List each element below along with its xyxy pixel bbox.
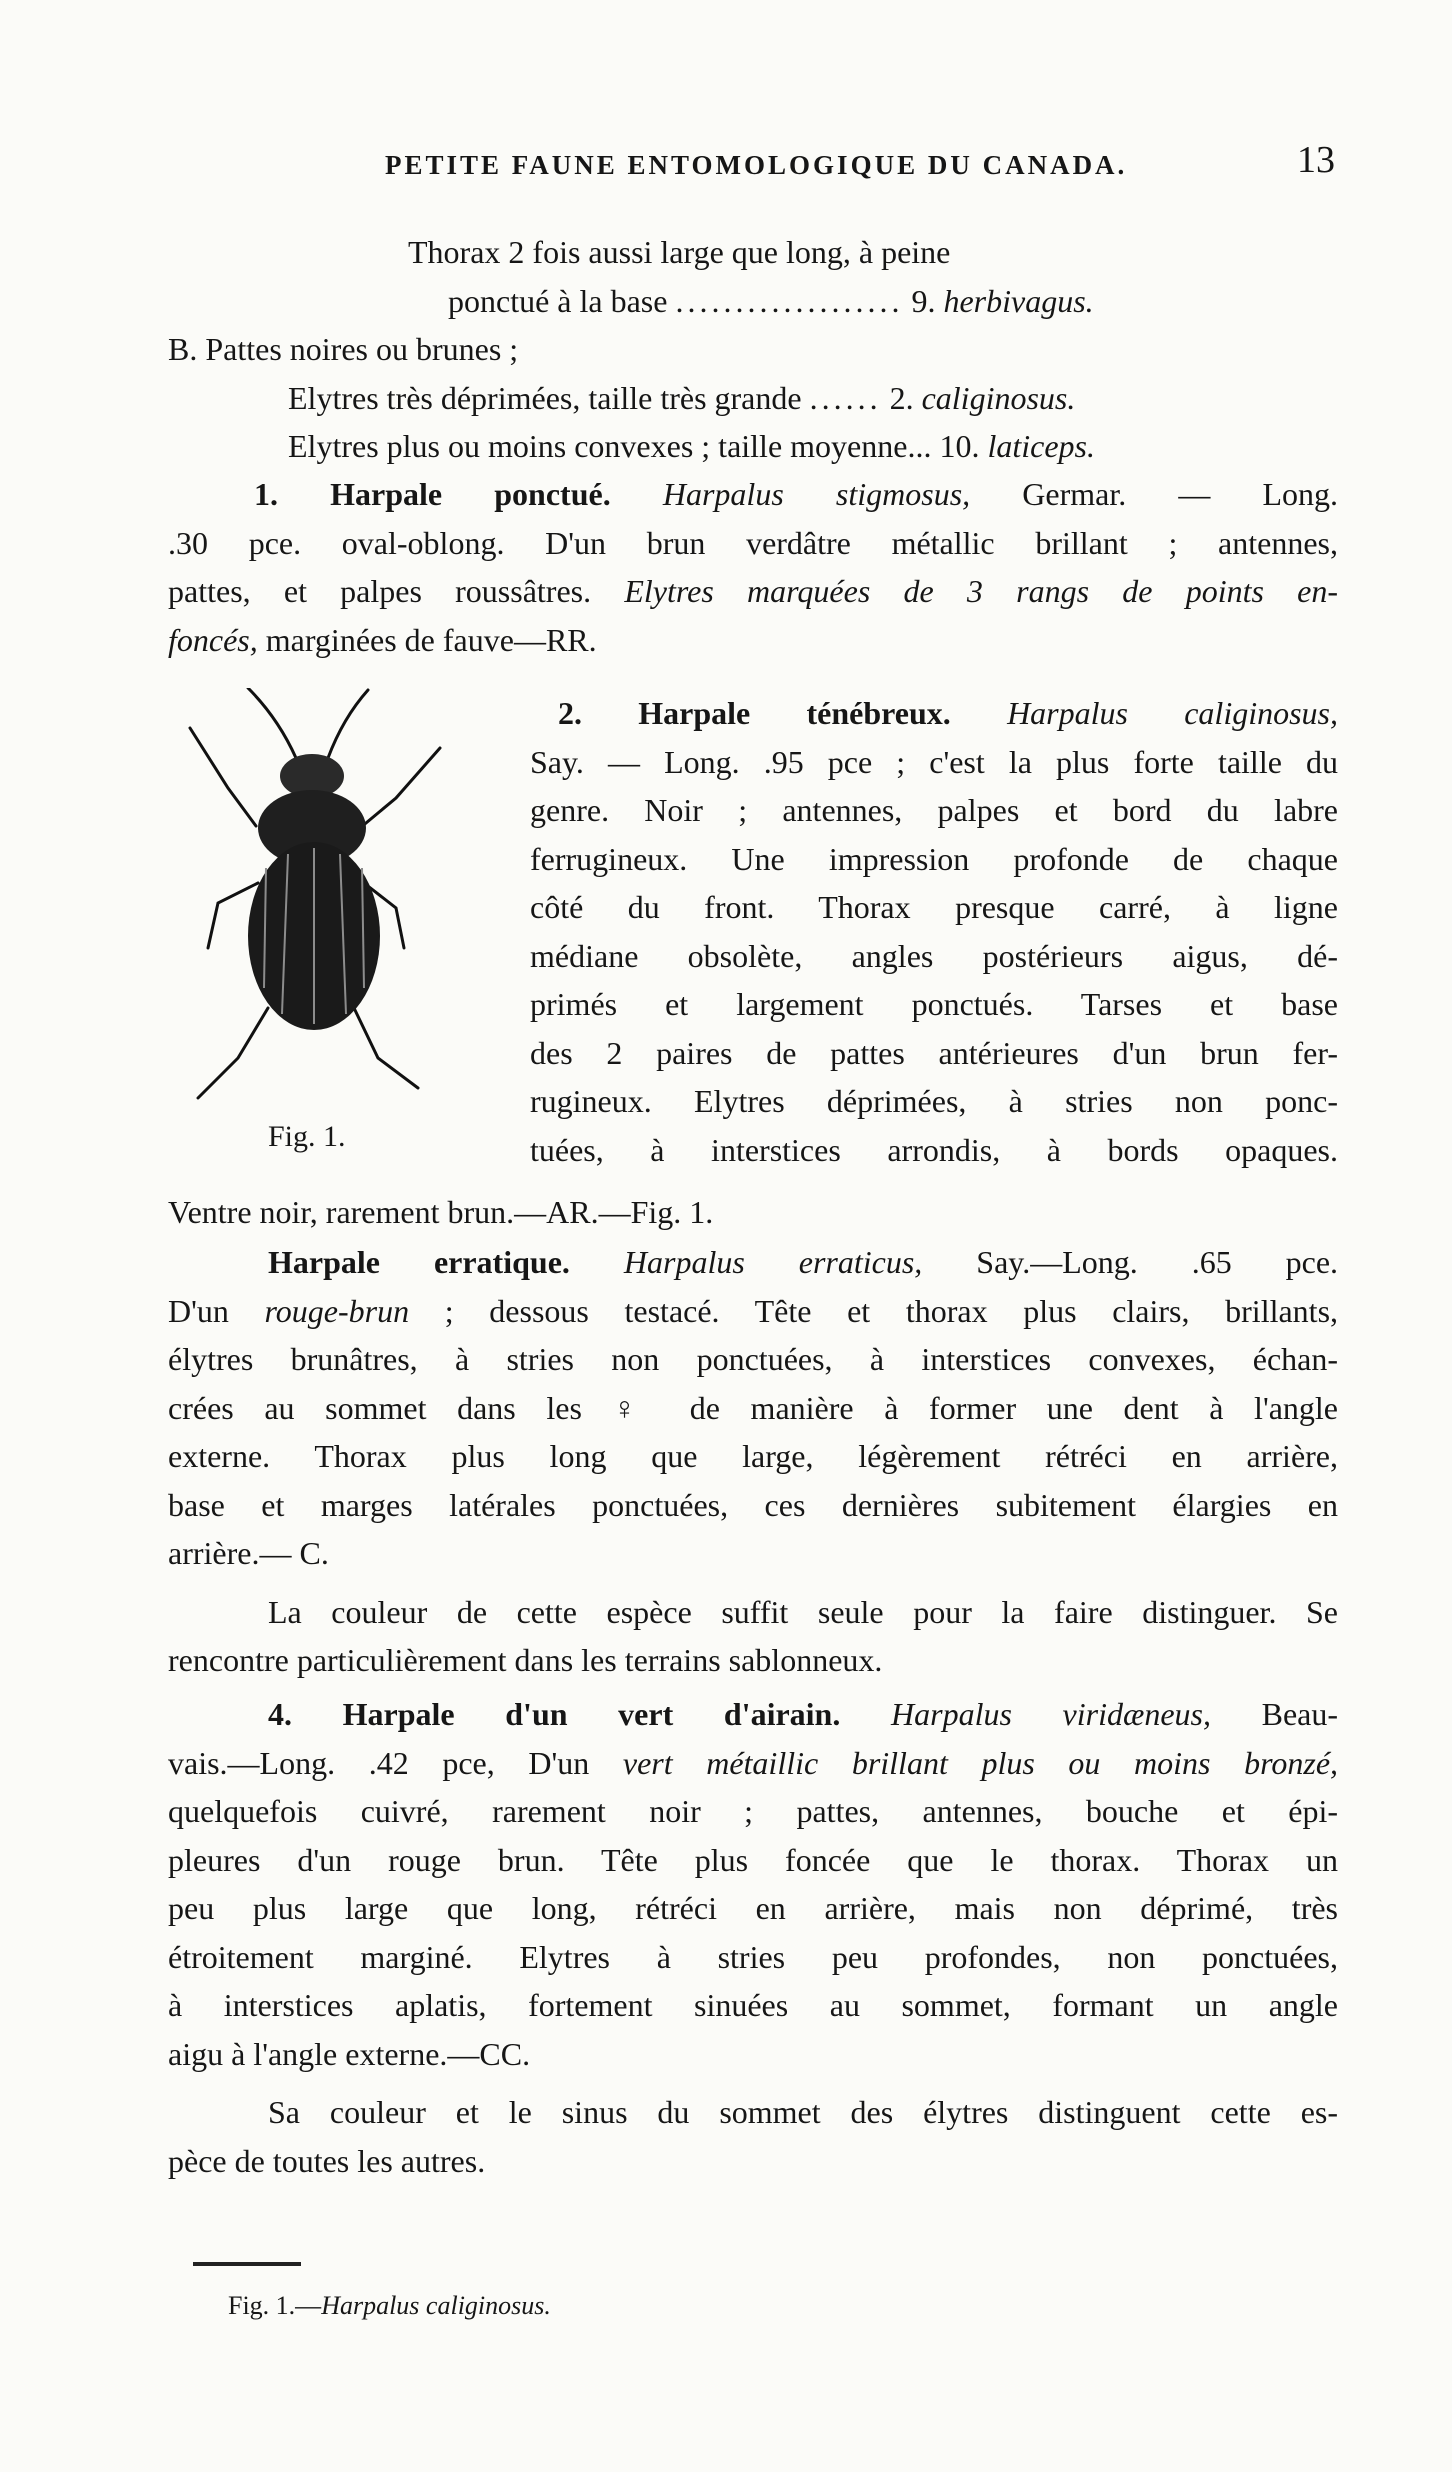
text-line: crées au sommet dans les ♀ de manière à former une dent à l'angle — [168, 1389, 1338, 1426]
text-line: Sa couleur et le sinus du sommet des élytres distinguent cette es- — [268, 2094, 1338, 2130]
beetle-leg — [198, 1008, 268, 1098]
footnote: Fig. 1.—Harpalus caliginosus. — [228, 2291, 551, 2320]
text-line: des 2 paires de pattes antérieures d'un brun fer- — [530, 1034, 1338, 1071]
key-line: B. Pattes noires ou brunes ; — [168, 331, 519, 367]
text-line: Say. — Long. .95 pce ; c'est la plus forte taille du — [530, 743, 1338, 780]
species-entry-2 — [530, 688, 1338, 1173]
text-line: La couleur de cette espèce suffit seule pour la faire distinguer. Se — [268, 1593, 1338, 1630]
text-line: foncés, marginées de fauve—RR. — [168, 621, 597, 658]
text-line: médiane obsolète, angles postérieurs aigus, dé- — [530, 937, 1338, 974]
species-entry-2-continued — [168, 1188, 1338, 1237]
text-line: genre. Noir ; antennes, palpes et bord du labre — [530, 792, 1338, 828]
page-number: 13 — [1297, 139, 1335, 181]
page-header — [170, 138, 1335, 188]
key-line: Elytres plus ou moins convexes ; taille moyenne... 10. laticeps. — [288, 428, 1095, 464]
text-line: 2. Harpale ténébreux. Harpalus caliginosus, — [558, 695, 1339, 731]
beetle-antenna — [328, 690, 368, 758]
text-line: 4. Harpale d'un vert d'airain. Harpalus viridæneus, Beau- — [268, 1696, 1339, 1732]
beetle-leg — [190, 728, 256, 826]
key-line: Elytres très déprimées, taille très grande ...... 2. caliginosus. — [288, 379, 1076, 416]
beetle-antenna — [248, 688, 296, 758]
identification-key — [168, 228, 1338, 471]
text-line: rencontre particulièrement dans les terrains sablonneux. — [168, 1642, 883, 1678]
text-line: D'un rouge-brun ; dessous testacé. Tête et thorax plus clairs, brillants, — [168, 1292, 1339, 1329]
text-line: quelquefois cuivré, rarement noir ; pattes, antennes, bouche et épi- — [168, 1793, 1338, 1829]
figure-caption: Fig. 1. — [268, 1120, 346, 1153]
text-line: pattes, et palpes roussâtres. Elytres marquées de 3 rangs de points en- — [168, 573, 1339, 609]
text-line: Ventre noir, rarement brun.—AR.—Fig. 1. — [168, 1194, 714, 1230]
running-title: PETITE FAUNE ENTOMOLOGIQUE DU CANADA. — [385, 150, 1128, 180]
text-line: Harpale erratique. Harpalus erraticus, Say.—Long. .65 pce. — [268, 1244, 1339, 1280]
text-line: base et marges latérales ponctuées, ces dernières subitement élargies en — [168, 1486, 1338, 1523]
species-entry-3 — [168, 1238, 1338, 1685]
text-line: 1. Harpale ponctué. Harpalus stigmosus, Germar. — Long. — [254, 476, 1339, 512]
text-line: à interstices aplatis, fortement sinuées au sommet, formant un angle — [168, 1987, 1338, 2023]
footnote-rule — [193, 2262, 301, 2266]
figure-1 — [168, 688, 508, 1188]
beetle-leg — [354, 1008, 418, 1088]
text-line: tuées, à interstices arrondis, à bords opaques. — [530, 1131, 1338, 1168]
text-line: étroitement marginé. Elytres à stries peu profondes, non ponctuées, — [168, 1938, 1338, 1975]
text-line: vais.—Long. .42 pce, D'un vert métaillic brillant plus ou moins bronzé, — [168, 1744, 1339, 1781]
text-line: peu plus large que long, rétréci en arrière, mais non déprimé, très — [168, 1890, 1338, 1926]
text-line: pleures d'un rouge brun. Tête plus foncée que le thorax. Thorax un — [168, 1841, 1338, 1878]
text-line: rugineux. Elytres déprimées, à stries non ponc- — [530, 1083, 1338, 1119]
beetle-illustration — [168, 688, 498, 1118]
key-line: ponctué à la base ................... 9. herbivagus. — [448, 282, 1094, 319]
text-line: aigu à l'angle externe.—CC. — [168, 2035, 531, 2072]
text-line: ferrugineux. Une impression profonde de chaque — [530, 840, 1338, 877]
text-line: primés et largement ponctués. Tarses et base — [530, 986, 1338, 1022]
text-line: externe. Thorax plus long que large, légèrement rétréci en arrière, — [168, 1438, 1338, 1474]
species-entry-4 — [168, 1690, 1338, 2185]
key-line: Thorax 2 fois aussi large que long, à peine — [408, 234, 951, 270]
text-line: arrière.— C. — [168, 1535, 329, 1571]
text-line: .30 pce. oval-oblong. D'un brun verdâtre métallic brillant ; antennes, — [168, 524, 1338, 561]
text-line: côté du front. Thorax presque carré, à ligne — [530, 889, 1338, 925]
text-line: pèce de toutes les autres. — [168, 2142, 486, 2179]
species-entry-1 — [168, 470, 1338, 664]
text-line: élytres brunâtres, à stries non ponctuées, à interstices convexes, échan- — [168, 1341, 1338, 1377]
beetle-leg — [354, 748, 440, 833]
